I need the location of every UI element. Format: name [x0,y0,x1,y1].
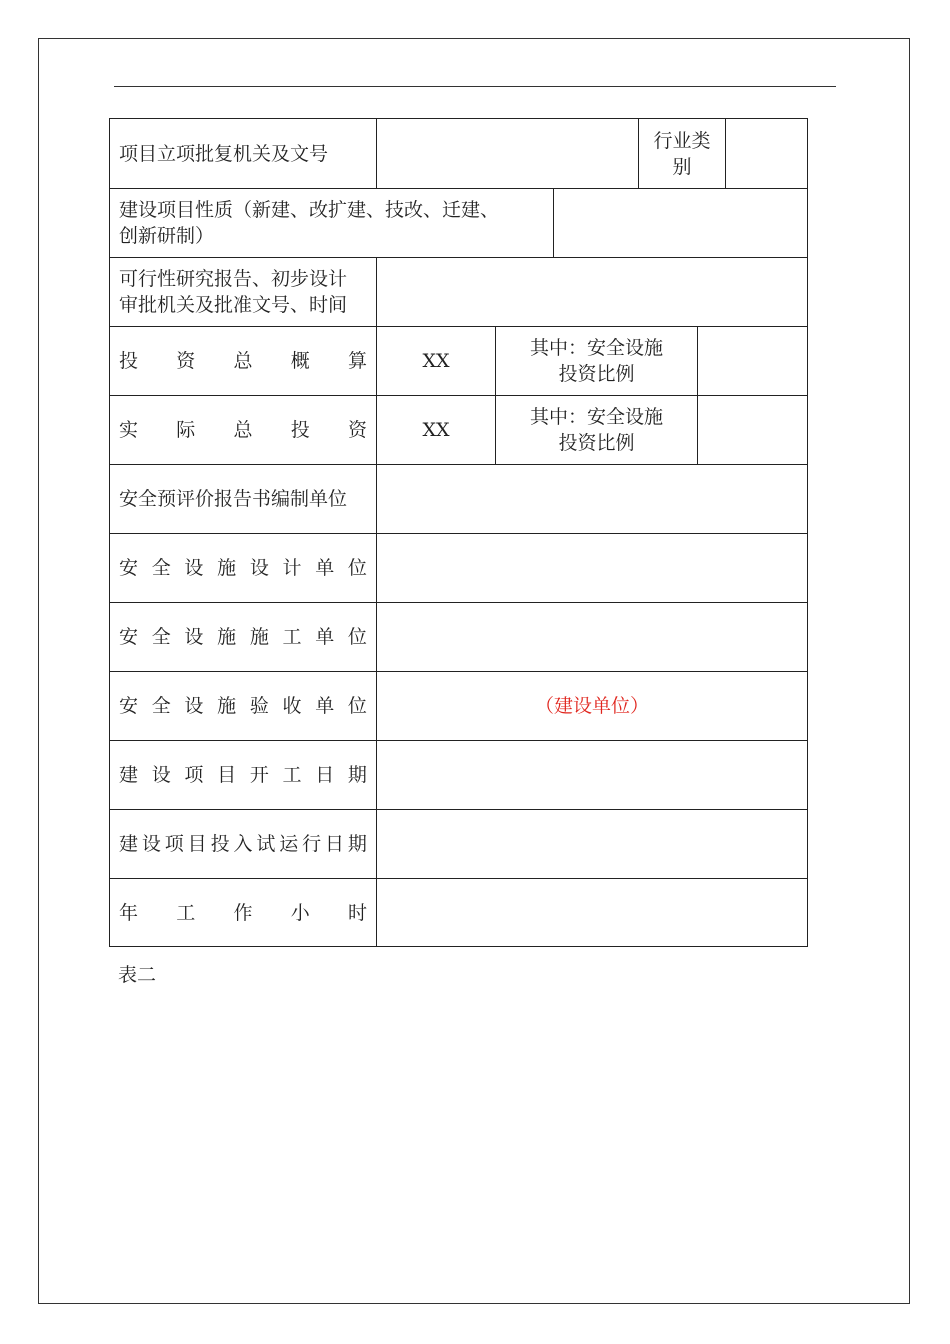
label-char: 建 [119,764,139,786]
label-char: 工 [282,626,302,648]
label-char: 收 [282,695,302,717]
label-char: 施 [217,557,237,579]
feasibility-label-line2: 审批机关及批准文号、时间 [119,294,348,316]
pre-evaluation-value[interactable] [376,465,807,533]
row-project-nature [110,188,807,257]
budget-safety-ratio-value[interactable] [697,327,807,395]
start-date-value[interactable] [376,741,807,809]
project-nature-value[interactable] [553,189,807,257]
header-rule [114,86,836,87]
industry-label-line2: 别 [672,155,692,178]
actual-safety-ratio-label [495,396,697,464]
row-project-approval [110,119,807,188]
acceptance-unit-value[interactable]: （建设单位） [376,672,807,740]
nature-label-line2: 创新研制） [119,225,215,247]
project-approval-label: 项目立项批复机关及文号 [119,142,329,165]
actual-investment-value[interactable]: XX [376,396,495,464]
trial-run-date-value[interactable] [376,810,807,878]
row-start-date [110,740,807,809]
label-char: 日 [325,833,345,855]
design-unit-value[interactable] [376,534,807,602]
label-char: 期 [347,833,367,855]
label-char: 投 [210,833,230,855]
row-design-unit [110,533,807,602]
label-char: 施 [249,626,269,648]
label-char: 设 [141,833,161,855]
actual-investment-label [110,396,376,464]
annual-hours-value[interactable] [376,879,807,946]
industry-value[interactable] [725,119,807,188]
label-char: 概 [290,350,310,372]
project-nature-label [110,189,553,257]
label-char: 际 [176,419,196,441]
label-char: 安 [119,626,139,648]
start-date-label [110,741,376,809]
total-budget-value[interactable]: XX [376,327,495,395]
label-char: 运 [279,833,299,855]
label-char: 目 [217,764,237,786]
label-char: 项 [164,833,184,855]
label-char: 试 [256,833,276,855]
label-char: 计 [282,557,302,579]
row-actual-investment [110,395,807,464]
pre-evaluation-label: 安全预评价报告书编制单位 [119,488,348,510]
label-char: 建 [119,833,139,855]
budget-safety-line2: 投资比例 [558,363,635,385]
label-char: 施 [217,695,237,717]
feasibility-label-line1: 可行性研究报告、初步设计 [119,268,348,290]
label-char: 目 [187,833,207,855]
industry-label [638,119,725,188]
row-annual-hours [110,878,807,946]
label-char: 位 [347,557,367,579]
label-char: 入 [233,833,253,855]
label-char: 期 [347,764,367,786]
row-construction-unit [110,602,807,671]
label-char: 设 [151,764,171,786]
label-char: 算 [347,350,367,372]
label-char: 全 [151,695,171,717]
label-char: 验 [249,695,269,717]
label-char: 投 [290,419,310,441]
label-char: 时 [347,901,367,924]
industry-label-line1: 行业类 [653,129,711,152]
nature-label-line1: 建设项目性质（新建、改扩建、技改、迁建、 [119,199,500,221]
label-char: 总 [233,419,253,441]
label-char: 单 [315,695,335,717]
label-char: 年 [119,901,139,924]
label-char: 单 [315,557,335,579]
project-approval-value[interactable] [376,119,638,188]
label-char: 单 [315,626,335,648]
label-char: 安 [119,557,139,579]
project-info-form [109,118,808,947]
row-acceptance-unit [110,671,807,740]
actual-safety-ratio-value[interactable] [697,396,807,464]
label-char: 总 [233,350,253,372]
label-char: 日 [315,764,335,786]
total-budget-label [110,327,376,395]
budget-safety-ratio-label [495,327,697,395]
label-char: 开 [249,764,269,786]
annual-hours-label [110,879,376,946]
label-char: 安 [119,695,139,717]
construction-unit-label [110,603,376,671]
row-trial-run-date [110,809,807,878]
label-char: 资 [347,419,367,441]
label-char: 行 [302,833,322,855]
row-pre-evaluation [110,464,807,533]
design-unit-label [110,534,376,602]
label-char: 工 [282,764,302,786]
label-char: 位 [347,695,367,717]
label-char: 作 [233,901,253,924]
label-char: 投 [119,350,139,372]
label-char: 位 [347,626,367,648]
label-char: 资 [176,350,196,372]
construction-unit-value[interactable] [376,603,807,671]
feasibility-label [110,258,376,326]
table-caption: 表二 [118,964,157,986]
budget-safety-line1: 其中：安全设施 [529,337,663,359]
label-char: 施 [217,626,237,648]
actual-safety-line1: 其中：安全设施 [529,406,663,428]
label-char: 设 [184,557,204,579]
actual-safety-line2: 投资比例 [558,432,635,454]
label-char: 小 [290,901,310,924]
label-char: 设 [184,695,204,717]
label-char: 工 [176,901,196,924]
label-char: 全 [151,626,171,648]
acceptance-unit-label [110,672,376,740]
label-char: 项 [184,764,204,786]
label-char: 设 [249,557,269,579]
feasibility-value[interactable] [376,258,807,326]
label-char: 全 [151,557,171,579]
label-char: 设 [184,626,204,648]
trial-run-date-label [110,810,376,878]
row-feasibility [110,257,807,326]
label-char: 实 [119,419,139,441]
row-total-budget [110,326,807,395]
